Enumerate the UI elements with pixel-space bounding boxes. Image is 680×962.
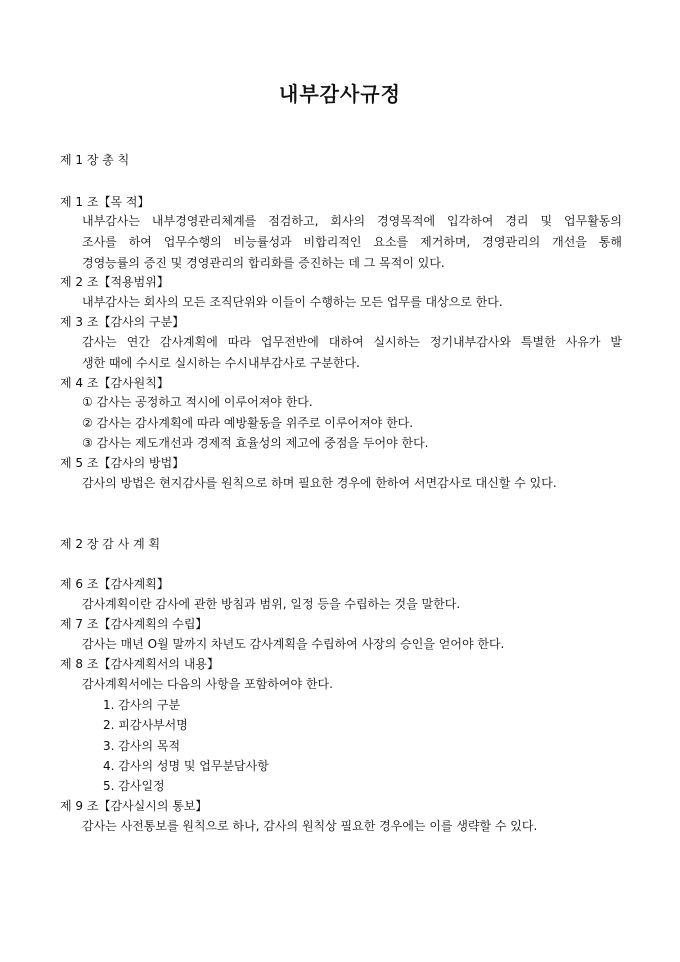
article-3-text-line: 생한 때에 수시로 실시하는 수시내부감사로 구분한다. [82, 356, 360, 370]
article-2-heading: 제 2 조【적용범위】 [60, 275, 169, 289]
article-9-text-line: 감사는 사전통보를 원칙으로 하나, 감사의 원칙상 필요한 경우에는 이를 생략할 수 있다. [82, 819, 538, 833]
article-6-text-line: 감사계획이란 감사에 관한 방침과 범위, 일정 등을 수립하는 것을 말한다. [82, 597, 461, 611]
article-1-text-line: 내부감사는 내부경영관리체계를 점검하고, 회사의 경영목적에 입각하여 경리 및 업무활동의 [82, 214, 622, 228]
article-4-heading: 제 4 조【감사원칙】 [60, 376, 169, 390]
article-8-list-item: 1. 감사의 구분 [103, 698, 181, 712]
article-2-text-line: 내부감사는 회사의 모든 조직단위와 이들이 수행하는 모든 업무를 대상으로 한다. [82, 295, 503, 309]
article-1-text-line: 경영능률의 증진 및 경영관리의 합리화를 증진하는 데 그 목적이 있다. [82, 256, 445, 270]
article-1-text-line: 조사를 하여 업무수행의 비능률성과 비합리적인 요소를 제거하며, 경영관리의 개선을 통해 [82, 235, 622, 249]
article-5-text-line: 감사의 방법은 현지감사를 원칙으로 하며 필요한 경우에 한하여 서면감사로 대신할 수 있다. [82, 476, 557, 490]
article-8-text-line: 감사계획서에는 다음의 사항을 포함하여야 한다. [82, 677, 333, 691]
chapter-1-heading: 제 1 장 총 칙 [60, 153, 130, 167]
chapter-2-heading: 제 2 장 감 사 계 획 [60, 537, 161, 551]
article-8-list-item: 2. 피감사부서명 [103, 718, 188, 732]
article-8-list-item: 5. 감사일정 [103, 779, 165, 793]
article-8-heading: 제 8 조【감사계획서의 내용】 [60, 657, 219, 671]
article-8-list-item: 3. 감사의 목적 [103, 739, 181, 753]
article-7-text-line: 감사는 매년 O월 말까지 차년도 감사계획을 수립하여 사장의 승인을 얻어야 한다. [82, 637, 505, 651]
article-3-text-line: 감사는 연간 감사계획에 따라 업무전반에 대하여 실시하는 정기내부감사와 특별한 사유가 발 [82, 335, 622, 349]
document-title: 내부감사규정 [279, 82, 401, 106]
article-4-item: ③ 감사는 제도개선과 경제적 효율성의 제고에 중점을 두어야 한다. [82, 436, 429, 450]
article-9-heading: 제 9 조【감사실시의 통보】 [60, 799, 208, 813]
article-4-item: ② 감사는 감사계획에 따라 예방활동을 위주로 이루어져야 한다. [82, 416, 414, 430]
article-8-list-item: 4. 감사의 성명 및 업무분담사항 [103, 759, 269, 773]
article-4-item: ① 감사는 공정하고 적시에 이루어져야 한다. [82, 395, 313, 409]
article-7-heading: 제 7 조【감사계획의 수립】 [60, 617, 208, 631]
article-3-heading: 제 3 조【감사의 구분】 [60, 315, 185, 329]
article-6-heading: 제 6 조【감사계획】 [60, 577, 169, 591]
article-1-heading: 제 1 조【목 적】 [60, 195, 150, 209]
article-5-heading: 제 5 조【감사의 방법】 [60, 456, 185, 470]
